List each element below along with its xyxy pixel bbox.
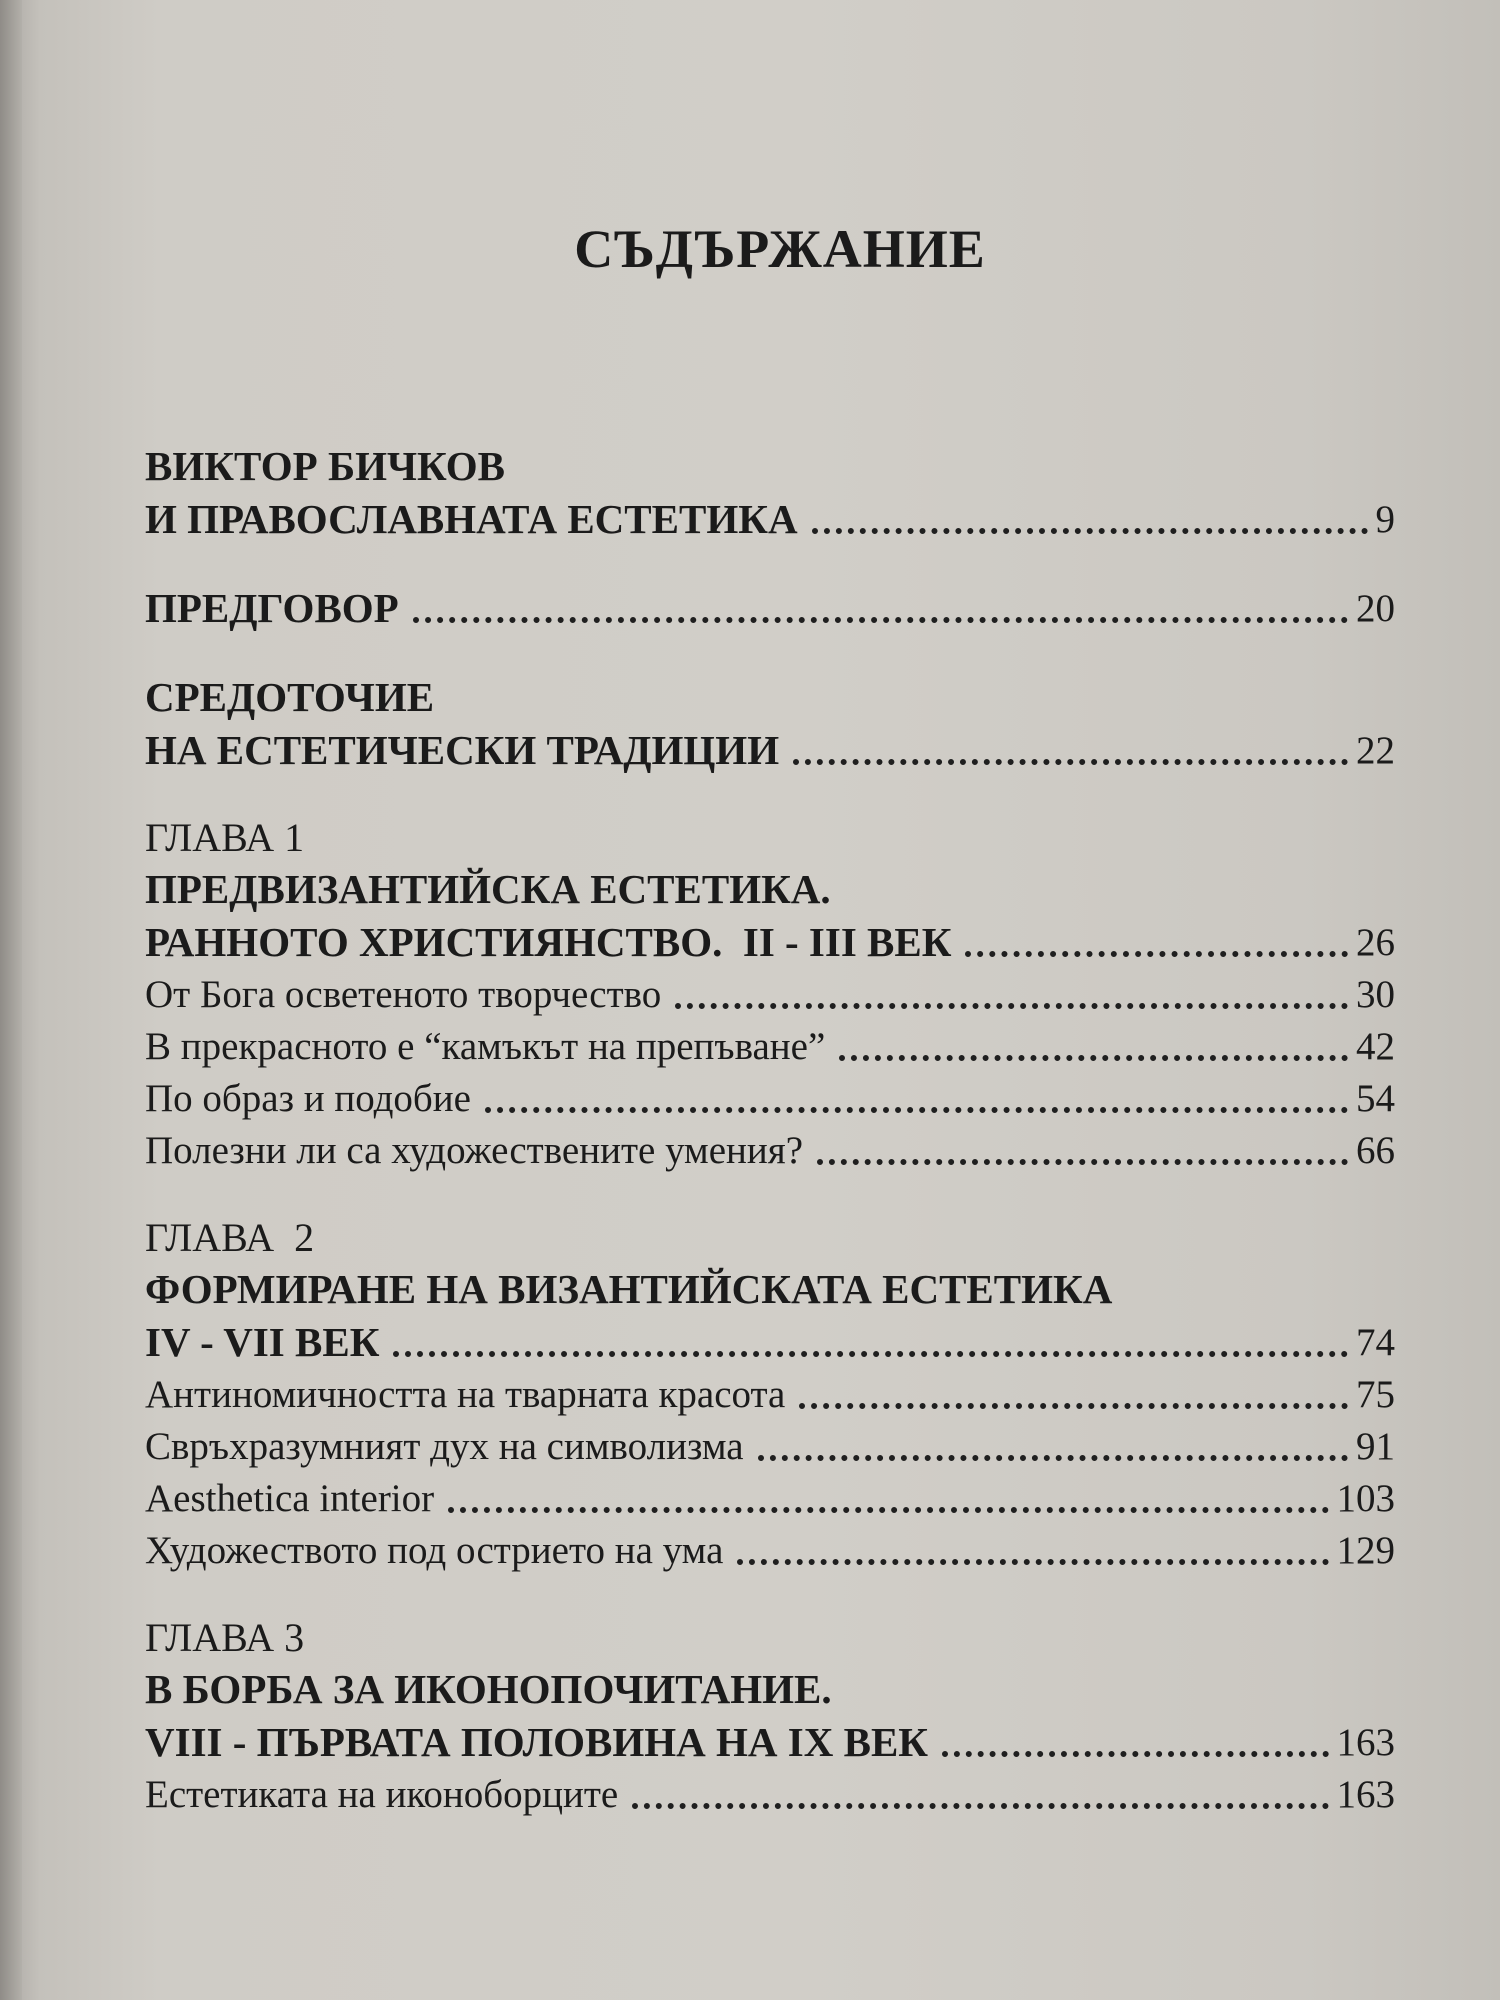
chapter-heading-entry	[145, 1716, 1395, 1769]
chapter-block	[145, 813, 1395, 1177]
page-number: 91	[1356, 1425, 1395, 1468]
section-title: Aesthetica interior	[145, 1477, 435, 1520]
page-number: 129	[1336, 1529, 1395, 1572]
page-number: 66	[1356, 1129, 1395, 1172]
chapter-heading-entry	[145, 1316, 1395, 1369]
page-number: 9	[1375, 498, 1395, 541]
chapter-label: ГЛАВА 3	[145, 1615, 305, 1660]
toc-entry-front	[145, 440, 1395, 546]
page-number: 54	[1356, 1077, 1395, 1120]
chapter-block	[145, 1213, 1395, 1577]
page-number: 20	[1356, 587, 1395, 630]
section-title: Полезни ли са художествените умения?	[145, 1129, 804, 1172]
toc-entry-front	[145, 671, 1395, 777]
section-title: От Бога осветеното творчество	[145, 973, 662, 1016]
section-entry	[145, 1421, 1395, 1473]
toc-entry-title-line: СРЕДОТОЧИЕ	[145, 674, 435, 720]
toc-entry-title: НА ЕСТЕТИЧЕСКИ ТРАДИЦИИ	[145, 727, 780, 773]
dot-leader	[413, 617, 1348, 623]
section-title: Антиномичността на тварната красота	[145, 1373, 786, 1416]
chapter-block	[145, 1613, 1395, 1821]
page-number: 163	[1336, 1773, 1395, 1816]
toc-entry-title: ПРЕДГОВОР	[145, 585, 399, 631]
dot-leader	[632, 1803, 1328, 1809]
chapter-label: ГЛАВА 1	[145, 815, 305, 860]
chapter-heading-title: РАННОТО ХРИСТИЯНСТВО. II - III ВЕК	[145, 919, 952, 965]
dot-leader	[675, 1003, 1348, 1009]
toc-entry	[145, 493, 1395, 546]
dot-leader	[485, 1107, 1348, 1113]
dot-leader	[793, 759, 1348, 765]
section-title: Свръхразумният дух на символизма	[145, 1425, 744, 1468]
section-entry	[145, 1021, 1395, 1073]
page-number: 75	[1356, 1373, 1395, 1416]
section-entry	[145, 1525, 1395, 1577]
dot-leader	[799, 1403, 1348, 1409]
chapter-heading-line: ФОРМИРАНЕ НА ВИЗАНТИЙСКАТА ЕСТЕТИКА	[145, 1266, 1113, 1312]
section-entry	[145, 1125, 1395, 1177]
toc-entry-title: И ПРАВОСЛАВНАТА ЕСТЕТИКА	[145, 496, 798, 542]
chapter-heading-line: В БОРБА ЗА ИКОНОПОЧИТАНИЕ.	[145, 1666, 832, 1712]
dot-leader	[942, 1751, 1328, 1757]
dot-leader	[965, 951, 1348, 957]
dot-leader	[393, 1351, 1348, 1357]
dot-leader	[758, 1455, 1348, 1461]
dot-leader	[839, 1055, 1348, 1061]
chapter-heading-title: IV - VII ВЕК	[145, 1319, 380, 1365]
section-entry	[145, 1073, 1395, 1125]
chapter-heading-title: VIII - ПЪРВАТА ПОЛОВИНА НА IX ВЕК	[145, 1719, 929, 1765]
section-title: По образ и подобие	[145, 1077, 471, 1120]
section-title: Художеството под острието на ума	[145, 1529, 724, 1572]
page-number: 42	[1356, 1025, 1395, 1068]
page-title: СЪДЪРЖАНИЕ	[574, 219, 986, 279]
toc-entry-title-line: ВИКТОР БИЧКОВ	[145, 443, 505, 489]
chapter-label: ГЛАВА 2	[145, 1215, 315, 1260]
page-number: 103	[1336, 1477, 1395, 1520]
page-number: 22	[1356, 729, 1395, 772]
table-of-contents	[145, 440, 1395, 1857]
chapter-heading-line: ПРЕДВИЗАНТИЙСКА ЕСТЕТИКА.	[145, 866, 831, 912]
section-entry	[145, 1473, 1395, 1525]
dot-leader	[448, 1507, 1328, 1513]
section-entry	[145, 1369, 1395, 1421]
section-title: В прекрасното е “камъкът на препъване”	[145, 1025, 826, 1068]
chapter-heading-entry	[145, 916, 1395, 969]
toc-entry	[145, 724, 1395, 777]
page-number: 163	[1336, 1721, 1395, 1764]
toc-entry-front	[145, 582, 1395, 635]
page-number: 74	[1356, 1321, 1395, 1364]
dot-leader	[812, 528, 1368, 534]
toc-entry	[145, 582, 1395, 635]
book-spine-shadow	[0, 0, 22, 2000]
section-entry	[145, 969, 1395, 1021]
section-title: Естетиката на иконоборците	[145, 1773, 619, 1816]
page-number: 30	[1356, 973, 1395, 1016]
section-entry	[145, 1769, 1395, 1821]
dot-leader	[817, 1159, 1348, 1165]
dot-leader	[737, 1559, 1328, 1565]
page-number: 26	[1356, 921, 1395, 964]
